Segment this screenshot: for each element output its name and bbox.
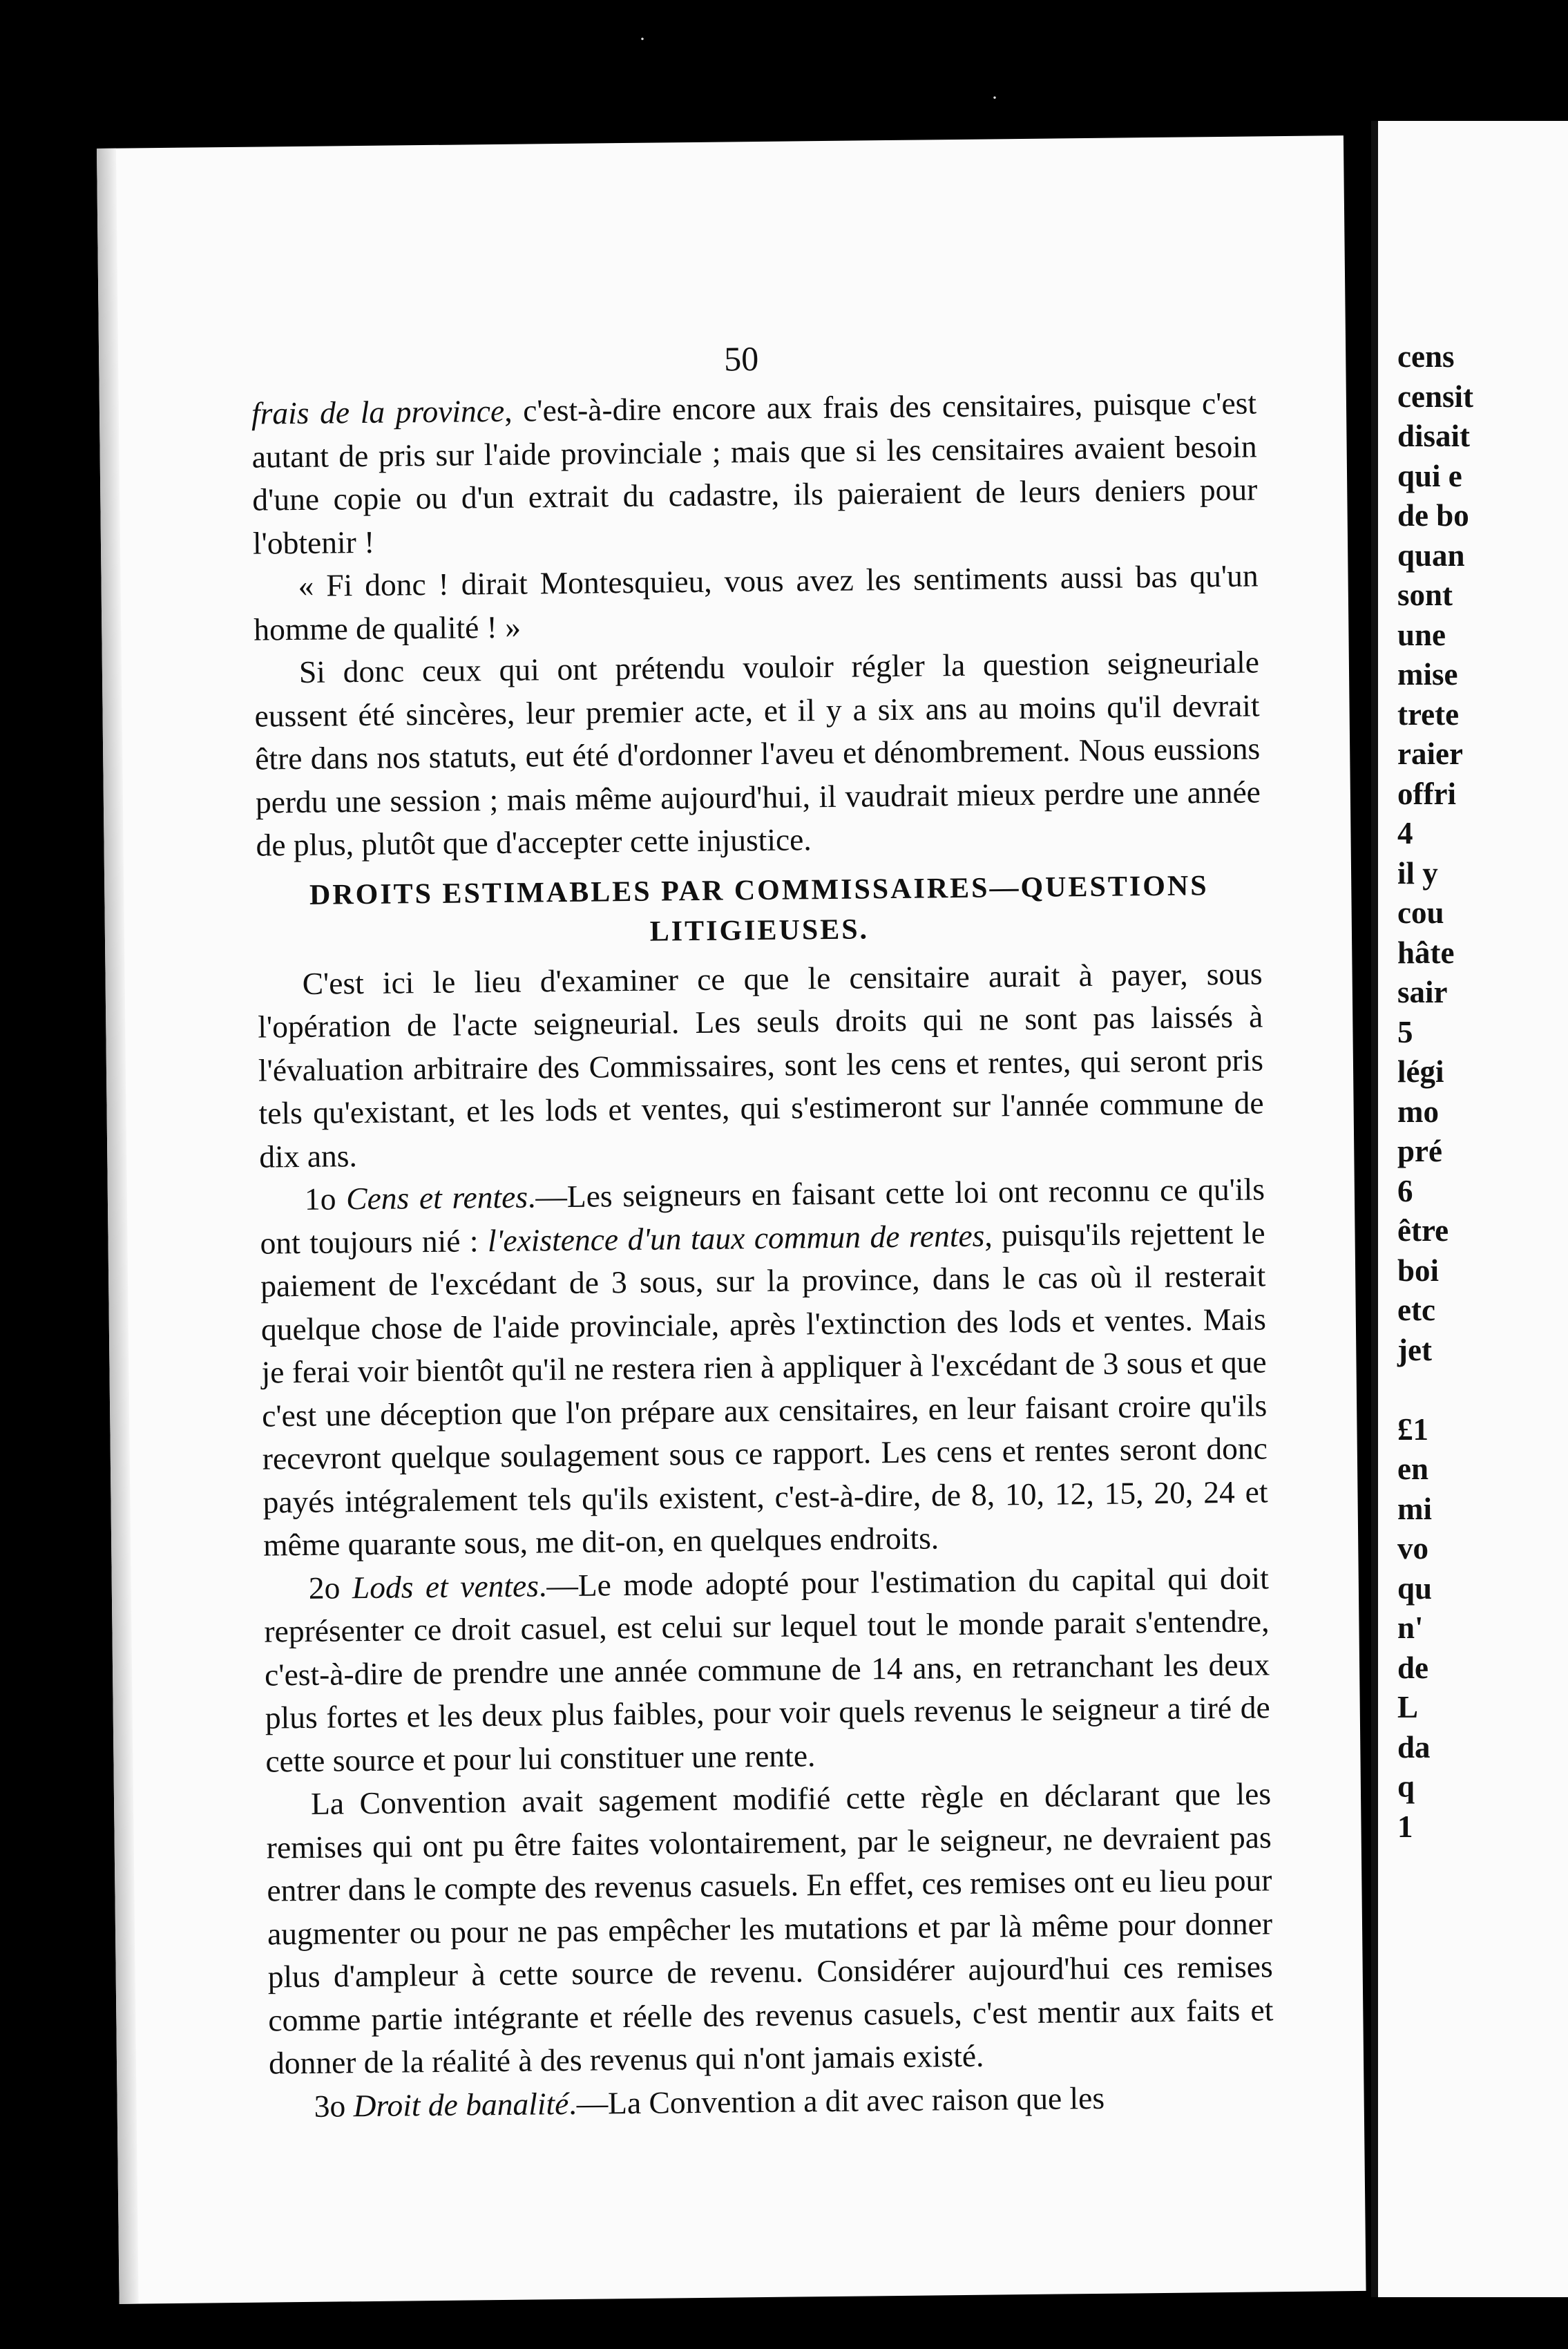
facing-page-line: quan	[1397, 538, 1465, 573]
paragraph	[260, 1168, 1269, 1567]
page-number: 50	[723, 339, 759, 379]
facing-page-line: être	[1397, 1213, 1449, 1248]
text-run: C'est ici le lieu d'examiner ce que le censitaire aurait à payer, sous l'opération de l'acte seigneurial. Les seuls droits qui ne sont pas laissés à l'évaluation arbitraire des Commissaires, sont les cens et rentes, qui seront pris tels qu'existant, et les lods et ventes, qui s'estimeront sur l'année commune de dix ans.	[258, 955, 1264, 1174]
facing-page-line: une	[1397, 617, 1446, 652]
facing-page-line: 5	[1397, 1014, 1413, 1049]
facing-page-line: mise	[1397, 657, 1458, 692]
text-run: .—La Convention a dit avec raison que les	[568, 2080, 1105, 2121]
facing-page-line: q	[1397, 1769, 1415, 1804]
facing-page-line: qu	[1397, 1570, 1433, 1606]
facing-page-line: pré	[1397, 1134, 1442, 1168]
facing-page-line: il y	[1397, 855, 1438, 891]
facing-page-line: 6	[1397, 1173, 1413, 1208]
facing-page-line: qui e	[1397, 458, 1462, 493]
facing-page-line: trete	[1397, 696, 1460, 732]
italic-phrase: frais de la province	[251, 392, 505, 431]
paragraph	[251, 381, 1259, 564]
facing-page-line: L	[1397, 1690, 1419, 1724]
paragraph	[253, 554, 1259, 651]
italic-phrase: l'existence d'un taux commun de rentes	[487, 1217, 985, 1258]
text-run: Si donc ceux qui ont prétendu vouloir régler la question seigneuriale eussent été sincères, leur premier acte, et il y a six ans au moins qu'il devrait être dans nos statuts, eut été d'ordonner l'aveu et dénombrement. Nous eussions perdu une session ; mais même aujourd'hui, il vaudrait mieux perdre une année de plus, plutôt que d'accepter cette injustice.	[254, 644, 1261, 863]
facing-page-line: jet	[1397, 1332, 1432, 1367]
book-page	[97, 135, 1366, 2304]
facing-page-line: de bo	[1397, 498, 1469, 533]
facing-page-line: disait	[1397, 419, 1471, 453]
facing-page-line: etc	[1397, 1293, 1435, 1327]
facing-page-line: raier	[1397, 736, 1463, 771]
section-heading: DROITS ESTIMABLES PAR COMMISSAIRES—QUESTIONS LITIGIEUSES.	[309, 869, 1209, 948]
facing-page-line: 4	[1397, 816, 1413, 850]
italic-phrase: Lods et ventes	[352, 1567, 539, 1605]
facing-page-line: sont	[1397, 578, 1453, 612]
facing-page-line: 1	[1397, 1809, 1413, 1844]
facing-page-line: offri	[1397, 776, 1456, 811]
facing-page-line: légi	[1397, 1054, 1444, 1089]
facing-page-line: censit	[1397, 379, 1473, 414]
page-body-text	[251, 381, 1274, 2128]
text-run: , puisqu'ils rejettent le paiement de l'excédant de 3 sous, sur la province, dans le cas où il resterait quelque chose de l'aide provinciale, après l'extinction des lods et ventes. Mais je ferai voir bientôt qu'il ne restera rien à appliquer à l'excédant de 3 sous et que c'est une déception que l'on prépare aux censitaires, en leur faisant croire qu'ils recevront quelque soulagement sous ce rapport. Les cens et rentes seront donc payés intégralement tels qu'ils existent, c'est-à-dire, de 8, 10, 12, 15, 20, 24 et même quarante sous, me dit-on, en quelques endroits.	[260, 1214, 1268, 1563]
facing-page-line: sair	[1397, 975, 1448, 1009]
facing-page-line: mo	[1397, 1094, 1439, 1129]
text-run: La Convention avait sagement modifié cette règle en déclarant que les remises qui ont pu être faites volontairement, par le seigneur, ne devraient pas entrer dans le compte des revenus casuels. En effet, ces remises ont eu lieu pour augmenter ou pour ne pas empêcher les mutations et par là même pour donner plus d'ampleur à cette source de revenu. Considérer aujourd'hui ces remises comme partie intégrante et réelle des revenus casuels, c'est mentir aux faits et donner de la réalité à des revenus qui n'ont jamais existé.	[266, 1776, 1274, 2081]
facing-page-line: vo	[1397, 1531, 1428, 1566]
scan-speck: ·	[991, 86, 998, 109]
text-run: .—Les seigneurs en faisant cette loi ont reconnu ce qu'ils ont toujours nié :	[260, 1171, 1265, 1261]
paragraph	[257, 952, 1264, 1179]
paragraph	[254, 640, 1261, 867]
paragraph	[266, 1772, 1274, 2085]
facing-page-fragment	[1371, 121, 1568, 2297]
italic-phrase: Cens et rentes	[345, 1179, 528, 1217]
text-run: 3o	[314, 2087, 354, 2124]
facing-page-line: de	[1397, 1650, 1428, 1685]
facing-page-line: boi	[1397, 1253, 1440, 1288]
facing-page-line: cens	[1397, 339, 1455, 374]
italic-phrase: Droit de banalité	[353, 2085, 569, 2123]
facing-page-line: da	[1397, 1729, 1431, 1765]
paragraph	[264, 1557, 1271, 1783]
facing-page-line: en	[1397, 1452, 1428, 1486]
text-run: .—Le mode adopté pour l'estimation du capital qui doit représenter ce droit casuel, est celui sur lequel tout le monde parait s'entendre, c'est-à-dire de prendre une année commune de 14 ans, en retranchant les deux plus fortes et les deux plus faibles, pour voir quels revenus le seigneur a tiré de cette source et pour lui constituer une rente.	[264, 1559, 1270, 1779]
text-run: « Fi donc ! dirait Montesquieu, vous avez les sentiments aussi bas qu'un homme de qualité ! »	[254, 558, 1259, 647]
text-run: 2o	[308, 1569, 353, 1606]
facing-page-line: n'	[1397, 1610, 1424, 1645]
facing-page-line: hâte	[1397, 935, 1455, 970]
text-run: , c'est-à-dire encore aux frais des censitaires, puisque c'est autant de pris sur l'aide provinciale ; mais que si les censitaires avaient besoin d'une copie ou d'un extrait du cadastre, ils paieraient de leurs deniers pour l'obtenir !	[251, 385, 1258, 561]
scan-speck: ·	[639, 28, 646, 50]
facing-page-line: mi	[1397, 1491, 1432, 1526]
facing-page-line: £1	[1397, 1411, 1428, 1447]
facing-page-line: cou	[1397, 895, 1444, 930]
text-run: 1o	[304, 1181, 347, 1217]
